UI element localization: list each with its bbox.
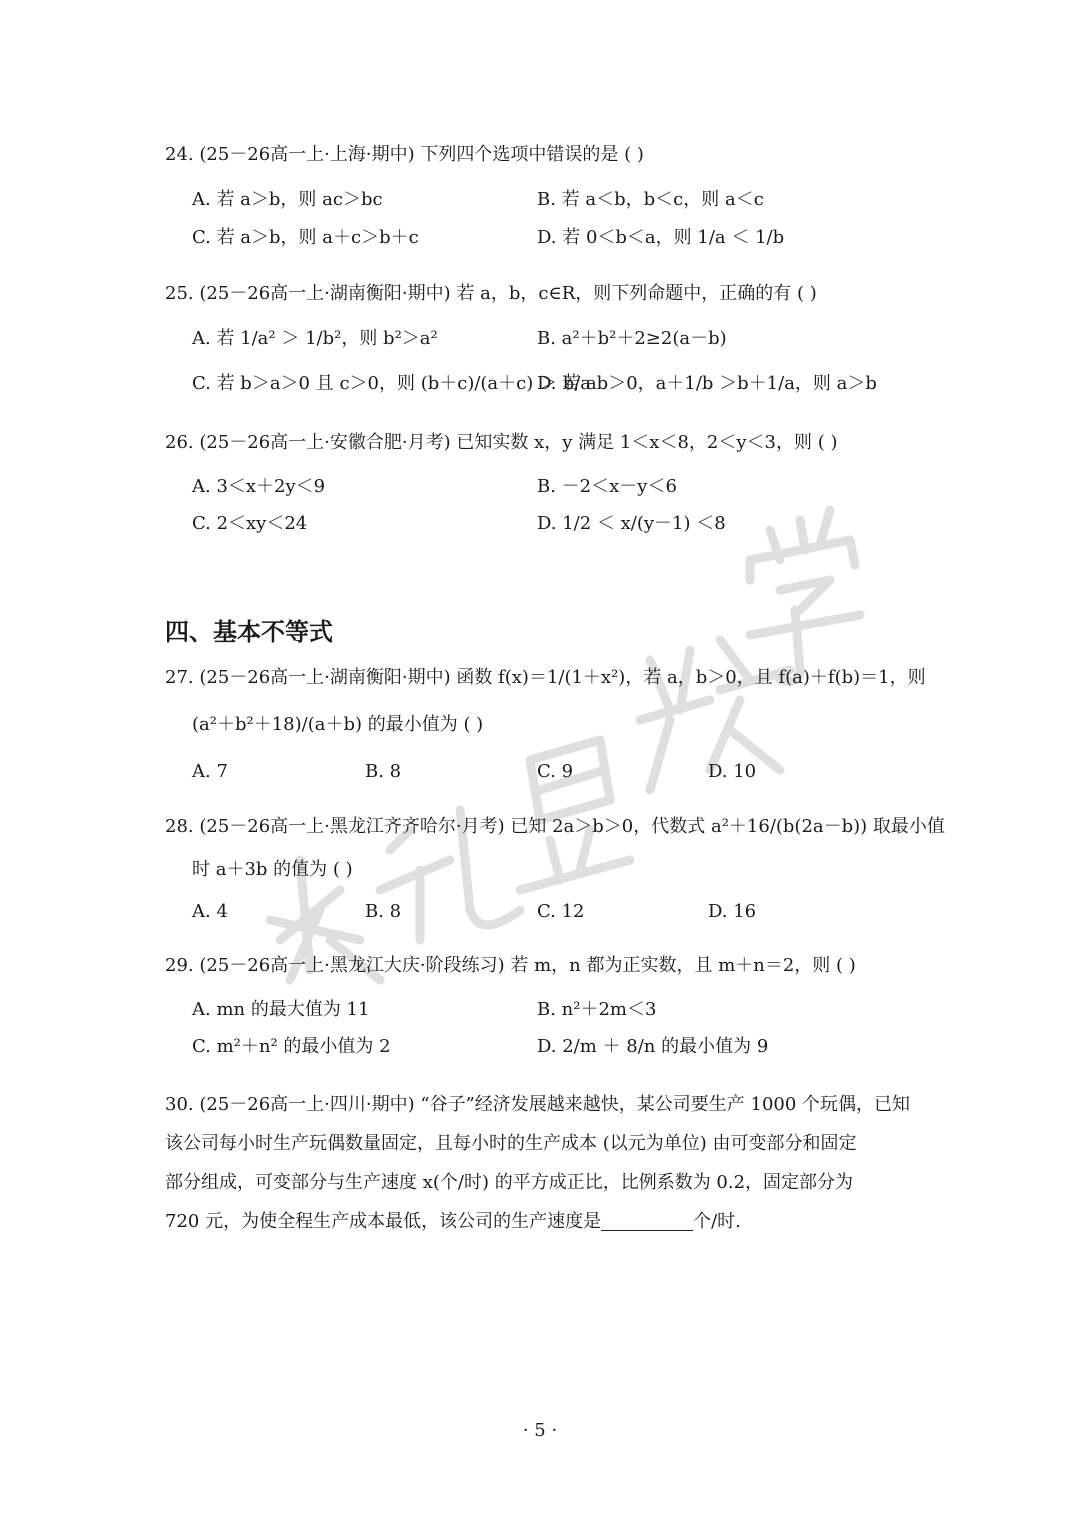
q30-line-1: 30. (25－26高一上·四川·期中) “谷子”经济发展越来越快，某公司要生产 1000 个玩偶，已知 — [165, 1094, 911, 1115]
q27-option-c: C. 9 — [537, 761, 574, 782]
q25-option-d: D. 若 ab＞0，a＋1/b ＞b＋1/a，则 a＞b — [537, 373, 877, 394]
q27-option-d: D. 10 — [708, 761, 757, 782]
q24-option-b: B. 若 a＜b，b＜c，则 a＜c — [537, 189, 764, 210]
q30-line-4-text: 720 元，为使全程生产成本最低，该公司的生产速度是 — [165, 1211, 602, 1232]
q27-option-a: A. 7 — [192, 761, 228, 782]
q26-option-b: B. －2＜x－y＜6 — [537, 476, 677, 497]
section-title: 四、基本不等式 — [165, 618, 333, 646]
q24-option-a: A. 若 a＞b，则 ac＞bc — [192, 189, 383, 210]
q30-line-4-unit: 个/时. — [693, 1211, 741, 1232]
q30-line-2: 该公司每小时生产玩偶数量固定，且每小时的生产成本 (以元为单位) 由可变部分和固定 — [165, 1133, 857, 1154]
q28-option-c: C. 12 — [537, 901, 585, 922]
q27-option-b: B. 8 — [365, 761, 402, 782]
q29-stem: 29. (25－26高一上·黑龙江大庆·阶段练习) 若 m，n 都为正实数，且 m＋n＝2，则 ( ) — [165, 955, 856, 976]
q24-stem: 24. (25－26高一上·上海·期中) 下列四个选项中错误的是 ( ) — [165, 144, 644, 165]
q29-option-c: C. m²＋n² 的最小值为 2 — [192, 1036, 391, 1057]
q30-line-4 — [165, 1202, 920, 1241]
q25-stem: 25. (25－26高一上·湖南衡阳·期中) 若 a，b，c∈R，则下列命题中，正确的有 ( ) — [165, 283, 817, 304]
q30-line-3: 部分组成，可变部分与生产速度 x(个/时) 的平方成正比，比例系数为 0.2，固定部分为 — [165, 1172, 854, 1193]
q29-option-d: D. 2/m ＋ 8/n 的最小值为 9 — [537, 1036, 769, 1057]
q24-option-d: D. 若 0＜b＜a，则 1/a ＜ 1/b — [537, 227, 785, 248]
q26-option-c: C. 2＜xy＜24 — [192, 513, 308, 534]
q25-option-a: A. 若 1/a² ＞ 1/b²，则 b²＞a² — [192, 328, 438, 349]
q30-paragraph — [165, 1085, 920, 1241]
q26-option-a: A. 3＜x＋2y＜9 — [192, 476, 326, 497]
q29-option-b: B. n²＋2m＜3 — [537, 999, 657, 1020]
answer-blank[interactable] — [601, 1210, 693, 1231]
q24-option-c: C. 若 a＞b，则 a＋c＞b＋c — [192, 227, 419, 248]
q28-option-d: D. 16 — [708, 901, 757, 922]
q26-stem: 26. (25－26高一上·安徽合肥·月考) 已知实数 x，y 满足 1＜x＜8，2＜y＜3，则 ( ) — [165, 432, 838, 453]
page-number: · 5 · — [522, 1420, 558, 1441]
q27-stem-line2: (a²＋b²＋18)/(a＋b) 的最小值为 ( ) — [192, 714, 484, 735]
q28-stem-line1: 28. (25－26高一上·黑龙江齐齐哈尔·月考) 已知 2a＞b＞0，代数式 a²＋16/(b(2a－b)) 取最小值 — [165, 816, 945, 837]
q28-option-b: B. 8 — [365, 901, 402, 922]
q25-option-b: B. a²＋b²＋2≥2(a－b) — [537, 328, 727, 349]
q26-option-d: D. 1/2 ＜ x/(y－1) ＜8 — [537, 513, 726, 534]
q28-stem-line2: 时 a＋3b 的值为 ( ) — [192, 859, 353, 880]
q27-stem-line1: 27. (25－26高一上·湖南衡阳·期中) 函数 f(x)＝1/(1＋x²)，若 a，b＞0，且 f(a)＋f(b)＝1，则 — [165, 667, 926, 688]
q25-option-c: C. 若 b＞a＞0 且 c＞0，则 (b＋c)/(a＋c) ＞ b/a — [192, 373, 592, 394]
q29-option-a: A. mn 的最大值为 11 — [192, 999, 370, 1020]
q28-option-a: A. 4 — [192, 901, 228, 922]
